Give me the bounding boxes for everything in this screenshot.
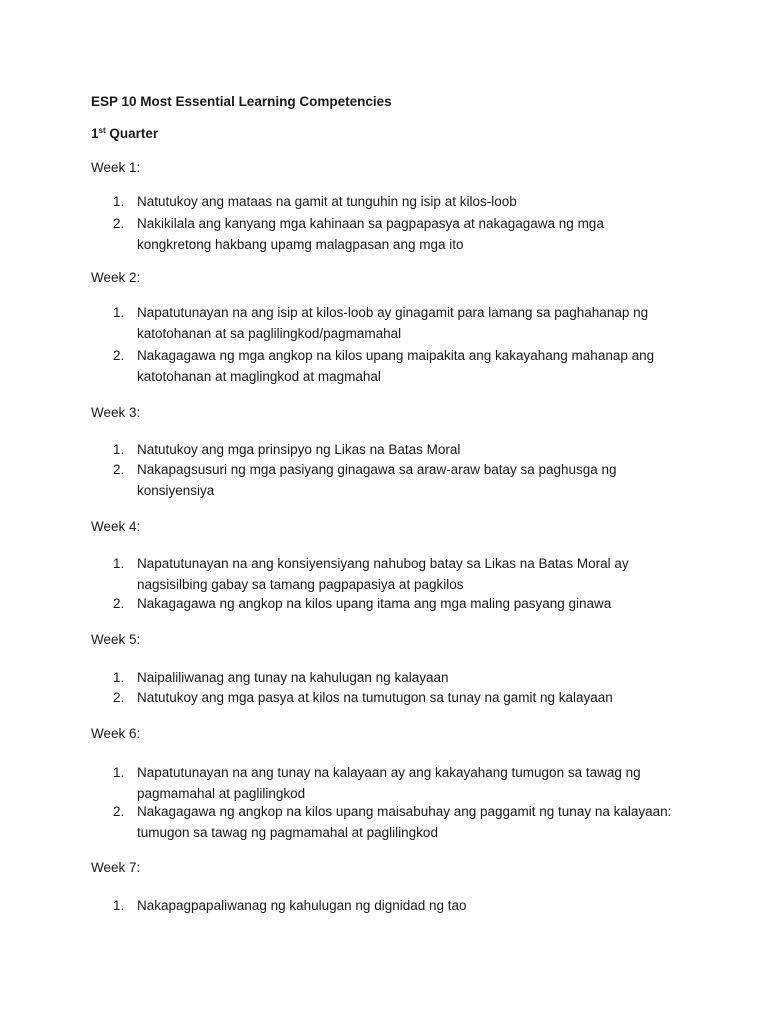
list-item-text: Natutukoy ang mga prinsipyo ng Likas na Batas Moral xyxy=(137,442,461,457)
list-number: 2. xyxy=(113,462,125,477)
list-number: 1. xyxy=(113,765,125,780)
week-2-item-1 xyxy=(113,302,673,344)
week-1-item-2 xyxy=(113,213,673,255)
week-2-item-2 xyxy=(113,345,673,387)
list-item-text: Napatutunayan na ang isip at kilos-loob ay ginagamit para lamang sa paghahanap ng katotohanan at sa paglilingkod/pagmamahal xyxy=(137,305,649,341)
week-3-item-2 xyxy=(113,459,673,501)
quarter-heading xyxy=(91,126,158,141)
quarter-label: Quarter xyxy=(105,126,159,141)
week-3-item-1 xyxy=(113,439,673,460)
week-4-item-1 xyxy=(113,553,673,595)
week-7-heading: Week 7: xyxy=(91,860,141,875)
week-6-item-2 xyxy=(113,801,673,843)
list-number: 1. xyxy=(113,670,125,685)
list-number: 1. xyxy=(113,898,125,913)
week-5-item-2 xyxy=(113,687,673,708)
list-item-text: Nakikilala ang kanyang mga kahinaan sa pagpapasya at nakagagawa ng mga kongkretong hakbang upamg malagpasan ang mga ito xyxy=(137,216,604,252)
list-item-text: Nakapagpapaliwanag ng kahulugan ng dignidad ng tao xyxy=(137,898,467,913)
week-1-item-1 xyxy=(113,191,673,212)
list-item-text: Nakapagsusuri ng mga pasiyang ginagawa sa araw-araw batay sa paghusga ng konsiyensiya xyxy=(137,462,617,498)
list-item-text: Naipaliliwanag ang tunay na kahulugan ng kalayaan xyxy=(137,670,449,685)
list-item-text: Nakagagawa ng mga angkop na kilos upang maipakita ang kakayahang mahanap ang katotohanan at maglingkod at magmahal xyxy=(137,348,655,384)
week-5-heading: Week 5: xyxy=(91,632,141,647)
list-number: 2. xyxy=(113,216,125,231)
week-3-heading: Week 3: xyxy=(91,405,141,420)
list-number: 2. xyxy=(113,690,125,705)
list-item-text: Napatutunayan na ang tunay na kalayaan ay ang kakayahang tumugon sa tawag ng pagmamahal at paglilingkod xyxy=(137,765,641,801)
week-2-heading: Week 2: xyxy=(91,270,141,285)
list-number: 2. xyxy=(113,348,125,363)
list-item-text: Nakagagawa ng angkop na kilos upang maisabuhay ang paggamit ng tunay na kalayaan: tumugon sa tawag ng pagmamahal at paglilingkod xyxy=(137,804,672,840)
week-6-heading: Week 6: xyxy=(91,726,141,741)
week-7-item-1 xyxy=(113,895,673,916)
week-4-item-2 xyxy=(113,593,673,614)
week-5-item-1 xyxy=(113,667,673,688)
week-4-heading: Week 4: xyxy=(91,519,141,534)
list-number: 2. xyxy=(113,596,125,611)
quarter-ordinal-suffix: st xyxy=(98,126,106,135)
list-number: 1. xyxy=(113,305,125,320)
list-item-text: Nakagagawa ng angkop na kilos upang itama ang mga maling pasyang ginawa xyxy=(137,596,612,611)
list-item-text: Natutukoy ang mataas na gamit at tunguhin ng isip at kilos-loob xyxy=(137,194,517,209)
quarter-number: 1 xyxy=(91,126,99,141)
week-1-heading: Week 1: xyxy=(91,160,141,175)
list-item-text: Napatutunayan na ang konsiyensiyang nahubog batay sa Likas na Batas Moral ay nagsisilbing gabay sa tamang pagpapasiya at pagkilos xyxy=(137,556,629,592)
list-number: 1. xyxy=(113,442,125,457)
list-item-text: Natutukoy ang mga pasya at kilos na tumutugon sa tunay na gamit ng kalayaan xyxy=(137,690,613,705)
list-number: 2. xyxy=(113,804,125,819)
list-number: 1. xyxy=(113,556,125,571)
document-title: ESP 10 Most Essential Learning Competencies xyxy=(91,94,392,109)
list-number: 1. xyxy=(113,194,125,209)
week-6-item-1 xyxy=(113,762,673,804)
